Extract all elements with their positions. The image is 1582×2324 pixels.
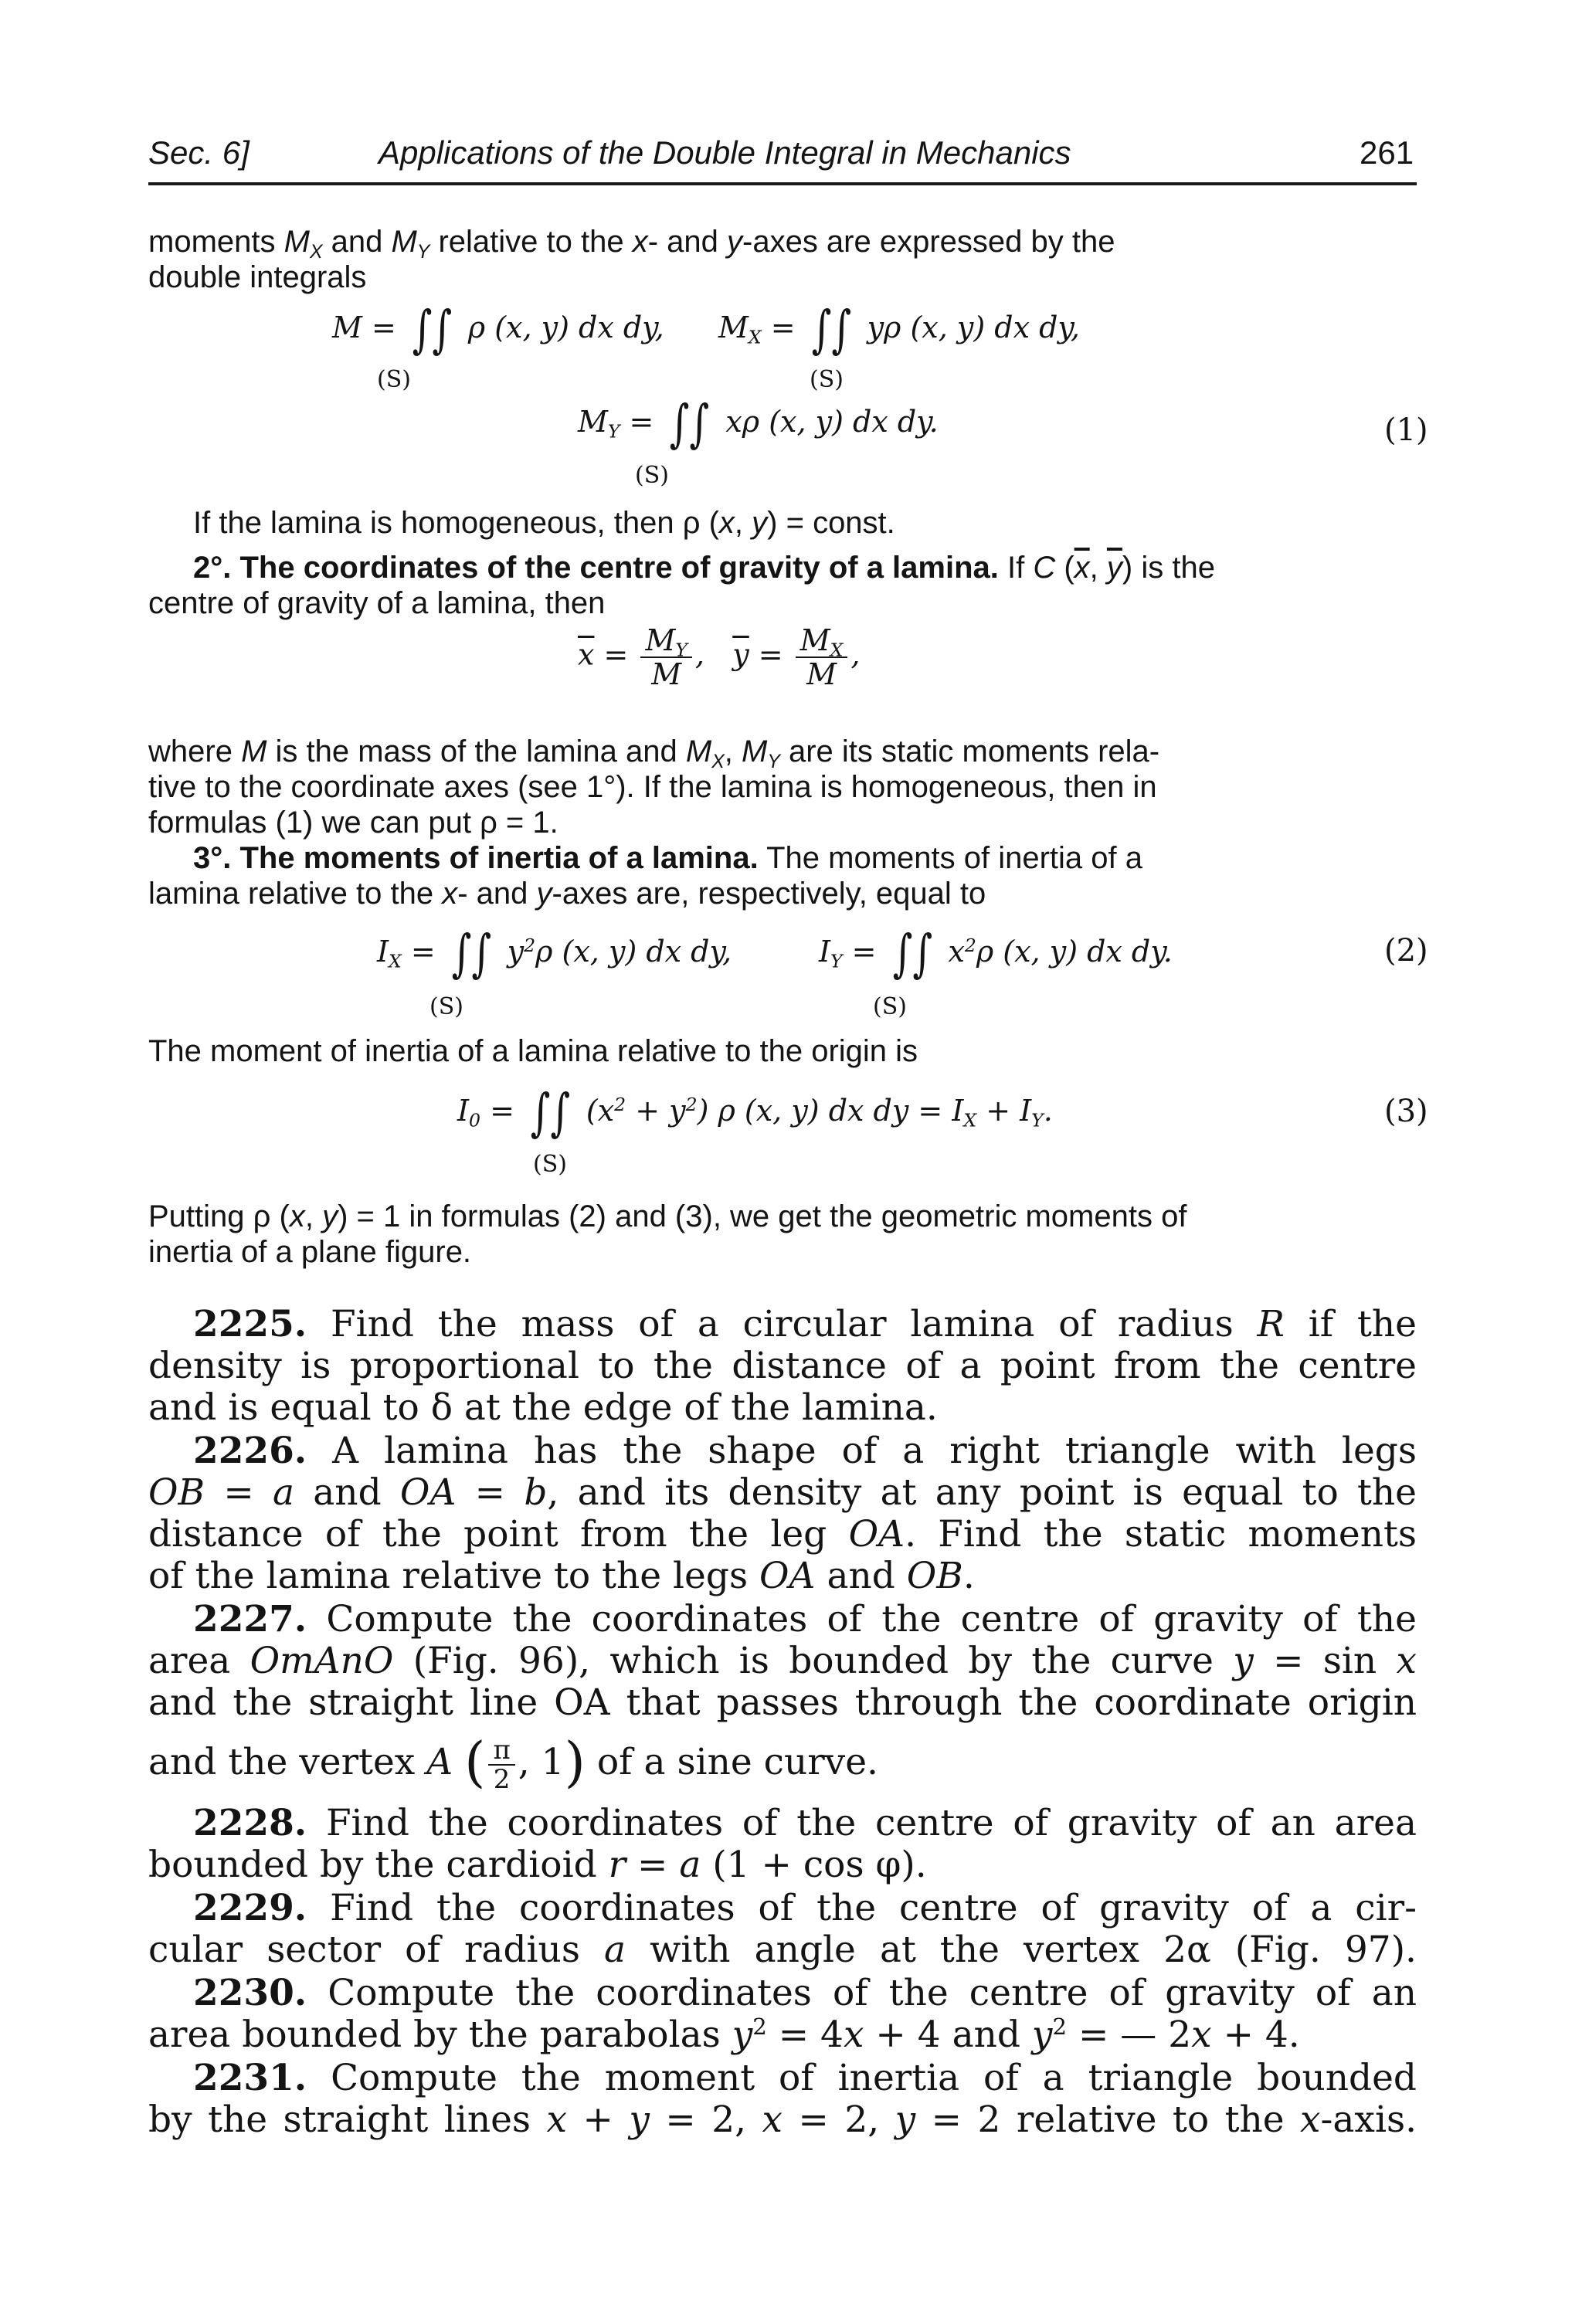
putting-line-2: inertia of a plane figure. <box>148 1235 472 1269</box>
where-line-1: where M is the mass of the lamina and $M_X$, $M_Y$ are its static moments rela- <box>148 735 1160 772</box>
equation-i0: $I_0$ = ∫∫ $(x^2 + y^2)$ ρ (x, y) dx dy = $I_X + I_Y$. <box>457 1083 1053 1142</box>
equation-mass: M = ∫∫ ρ (x, y) dx dy, <box>332 300 664 359</box>
paragraph-moments-of-inertia: 3°. The moments of inertia of a lamina. The moments of inertia of a <box>193 841 1142 875</box>
centre-line: centre of gravity of a lamina, then <box>148 586 606 620</box>
equation-ix: $I_X$ = ∫∫ $y^2\rho$ (x, y) dx dy, <box>377 924 732 983</box>
problem-2226-line-1: 2226. A lamina has the shape of a right triangle with legs <box>193 1430 1417 1472</box>
problem-2227-line-2: area OmAnO (Fig. 96), which is bounded by the curve y = sin x <box>148 1640 1417 1682</box>
homogeneous-note: If the lamina is homogeneous, then ρ (x, y) = const. <box>193 506 895 540</box>
problem-2225-line-3: and is equal to δ at the edge of the lamina. <box>148 1386 938 1429</box>
region-label: (S) <box>635 462 669 489</box>
equation-my: $M_Y$ = ∫∫ xρ (x, y) dx dy. <box>578 394 939 453</box>
problem-2231-line-2: by the straight lines x + y = 2, x = 2, y = 2 relative to the x-axis. <box>148 2098 1417 2141</box>
problem-2225-line-2: density is proportional to the distance of a point from the centre <box>148 1345 1417 1387</box>
problem-2226-line-4: of the lamina relative to the legs OA and OB. <box>148 1555 975 1597</box>
paragraph-heading: 2°. The coordinates of the centre of gravity of a lamina. <box>193 551 999 585</box>
paragraph-centre-of-gravity: 2°. The coordinates of the centre of gravity of a lamina. If C ($\overline{x}$, $\overline{y}$) is the <box>193 551 1215 585</box>
equation-number-3: (3) <box>1384 1094 1428 1129</box>
problem-2230-line-1: 2230. Compute the coordinates of the centre of gravity of an <box>193 1972 1417 2014</box>
header-rule <box>148 182 1417 185</box>
inertia-line: lamina relative to the x- and y-axes are, respectively, equal to <box>148 877 986 911</box>
where-line-3: formulas (1) we can put ρ = 1. <box>148 806 558 840</box>
paragraph-heading: 3°. The moments of inertia of a lamina. <box>193 841 759 875</box>
running-title: Applications of the Double Integral in Mechanics <box>379 134 1071 171</box>
where-line-2: tive to the coordinate axes (see 1°). If the lamina is homogeneous, then in <box>148 770 1157 804</box>
region-label: (S) <box>873 993 907 1020</box>
problem-2228-line-1: 2228. Find the coordinates of the centre of gravity of an area <box>193 1802 1417 1844</box>
region-label: (S) <box>377 366 411 393</box>
equation-number-2: (2) <box>1384 933 1428 969</box>
intro-line-1: moments $M_X$ and $M_Y$ relative to the x- and y-axes are expressed by the <box>148 225 1115 263</box>
problem-2225-line-1: 2225. Find the mass of a circular lamina of radius R if the <box>193 1303 1417 1345</box>
problem-2229-line-2: cular sector of radius a with angle at the vertex 2α (Fig. 97). <box>148 1929 1417 1971</box>
centre-formula: $\overline{x}$ = $\frac{M_Y}{M}$ , $\overline{y}$ = $\frac{M_X}{M}$ , <box>578 623 861 691</box>
equation-iy: $I_Y$ = ∫∫ $x^2\rho$ (x, y) dx dy. <box>819 924 1173 983</box>
problem-2226-line-2: OB = a and OA = b, and its density at any point is equal to the <box>148 1471 1417 1514</box>
problem-2227-line-1: 2227. Compute the coordinates of the centre of gravity of the <box>193 1598 1417 1640</box>
section-label: Sec. 6] <box>148 134 250 171</box>
intro-line-2: double integrals <box>148 260 367 294</box>
region-label: (S) <box>533 1151 567 1178</box>
problem-2228-line-2: bounded by the cardioid r = a (1 + cos φ). <box>148 1844 927 1886</box>
problem-2231-line-1: 2231. Compute the moment of inertia of a triangle bounded <box>193 2057 1417 2099</box>
problem-2226-line-3: distance of the point from the leg OA. Find the static moments <box>148 1513 1417 1556</box>
problem-2230-line-2: area bounded by the parabolas $y^2 = 4x + 4$ and $y^2$ = — 2x + 4. <box>148 2013 1300 2056</box>
problem-2229-line-1: 2229. Find the coordinates of the centre of gravity of a cir- <box>193 1887 1417 1929</box>
equation-mx: $M_X$ = ∫∫ yρ (x, y) dx dy, <box>718 300 1080 359</box>
origin-line: The moment of inertia of a lamina relative to the origin is <box>148 1034 918 1068</box>
putting-line-1: Putting ρ (x, y) = 1 in formulas (2) and (3), we get the geometric moments of <box>148 1199 1187 1233</box>
region-label: (S) <box>810 366 844 393</box>
problem-2227-line-4: and the vertex A ( $\frac{\pi}{2}$ , 1) of a sine curve. <box>148 1730 878 1795</box>
equation-number-1: (1) <box>1384 412 1428 448</box>
problem-2227-line-3: and the straight line OA that passes through the coordinate origin <box>148 1681 1417 1724</box>
page-number: 261 <box>1360 134 1414 171</box>
region-label: (S) <box>429 993 463 1020</box>
